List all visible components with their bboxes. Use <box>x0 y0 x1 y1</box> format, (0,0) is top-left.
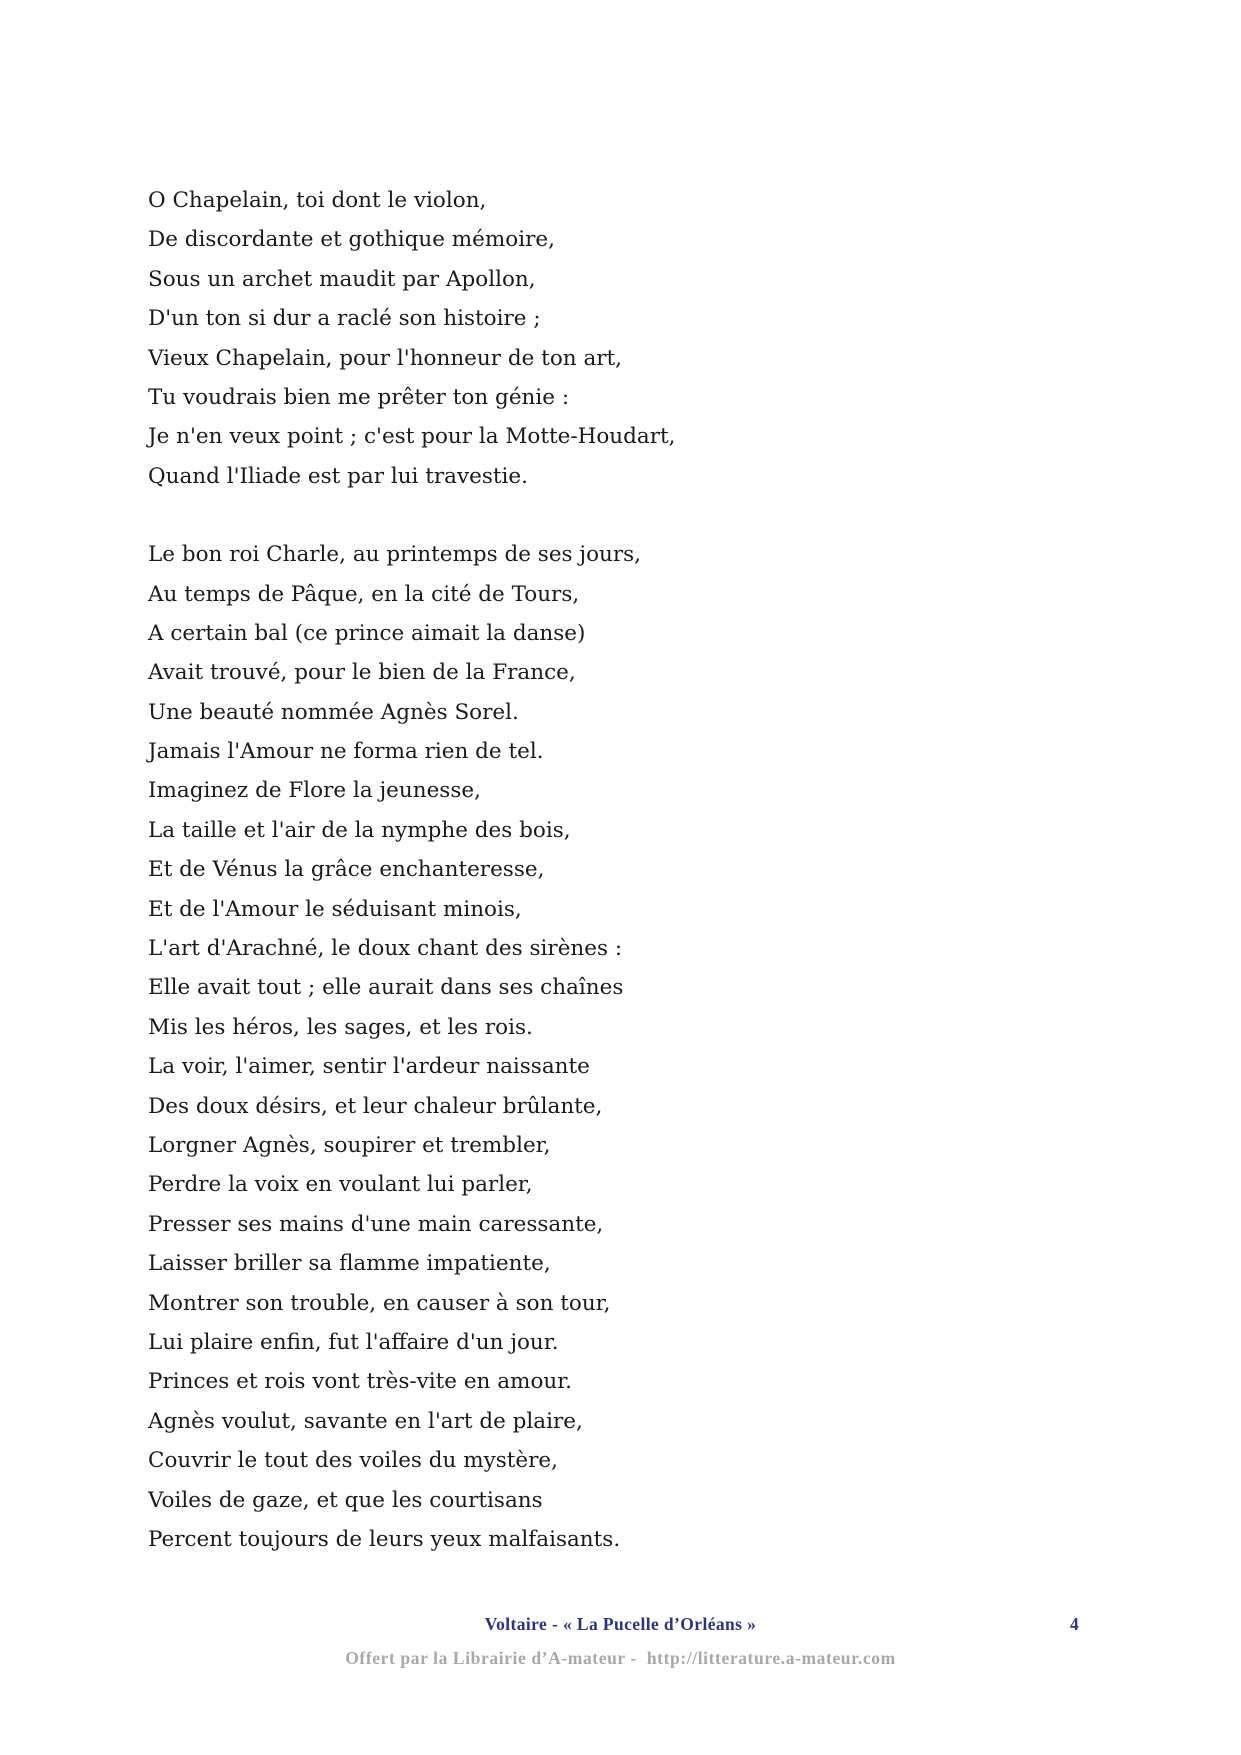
stanza-1 <box>148 181 1048 496</box>
verse-line: Imaginez de Flore la jeunesse, <box>148 778 481 804</box>
verse-line: Je n'en veux point ; c'est pour la Motte-Houdart, <box>148 424 676 450</box>
verse-line: Vieux Chapelain, pour l'honneur de ton art, <box>148 345 623 371</box>
poem-body <box>148 181 1048 1559</box>
verse-line: Au temps de Pâque, en la cité de Tours, <box>148 581 580 607</box>
verse-line: O Chapelain, toi dont le violon, <box>148 188 487 213</box>
verse-line: D'un ton si dur a raclé son histoire ; <box>148 306 541 332</box>
verse-line: Laisser briller sa flamme impatiente, <box>148 1251 551 1277</box>
stanza-2 <box>148 535 1048 1559</box>
verse-line: Le bon roi Charle, au printemps de ses jours, <box>148 542 642 568</box>
verse-line: Lui plaire enfin, fut l'affaire d'un jour. <box>148 1329 559 1355</box>
verse-line: Princes et rois vont très-vite en amour. <box>148 1369 572 1395</box>
verse-line: A certain bal (ce prince aimait la danse) <box>148 620 586 646</box>
verse-line: Voiles de gaze, et que les courtisans <box>148 1487 543 1513</box>
verse-line: Jamais l'Amour ne forma rien de tel. <box>148 739 544 765</box>
verse-line: Des doux désirs, et leur chaleur brûlante, <box>148 1093 603 1119</box>
verse-line: Presser ses mains d'une main caressante, <box>148 1211 604 1237</box>
verse-line: De discordante et gothique mémoire, <box>148 227 555 253</box>
verse-line: L'art d'Arachné, le doux chant des sirènes : <box>148 936 623 962</box>
page-footer <box>0 1614 1241 1644</box>
verse-line: Perdre la voix en voulant lui parler, <box>148 1172 533 1198</box>
verse-line: Sous un archet maudit par Apollon, <box>148 266 536 292</box>
footer-title: Voltaire - « La Pucelle d’Orléans » <box>484 1614 757 1634</box>
verse-line: Tu voudrais bien me prêter ton génie : <box>148 384 570 410</box>
verse-line: Montrer son trouble, en causer à son tour, <box>148 1290 611 1316</box>
verse-line: Avait trouvé, pour le bien de la France, <box>148 660 576 686</box>
verse-line: Et de l'Amour le séduisant minois, <box>148 896 522 922</box>
footer-credit: Offert par la Librairie d’A-mateur - http://litterature.a-mateur.com <box>345 1648 896 1668</box>
verse-line: Percent toujours de leurs yeux malfaisants. <box>148 1526 621 1552</box>
verse-line: Quand l'Iliade est par lui travestie. <box>148 463 528 489</box>
verse-line: Agnès voulut, savante en l'art de plaire, <box>148 1408 583 1434</box>
verse-line: Mis les héros, les sages, et les rois. <box>148 1014 533 1040</box>
verse-line: La taille et l'air de la nymphe des bois, <box>148 817 571 843</box>
verse-line: Couvrir le tout des voiles du mystère, <box>148 1448 558 1474</box>
verse-line: Une beauté nommée Agnès Sorel. <box>148 699 519 725</box>
verse-line: La voir, l'aimer, sentir l'ardeur naissante <box>148 1054 590 1080</box>
verse-line: Lorgner Agnès, soupirer et trembler, <box>148 1132 551 1158</box>
verse-line: Elle avait tout ; elle aurait dans ses chaînes <box>148 975 624 1001</box>
verse-line: Et de Vénus la grâce enchanteresse, <box>148 857 545 883</box>
page-number: 4 <box>1070 1614 1079 1634</box>
